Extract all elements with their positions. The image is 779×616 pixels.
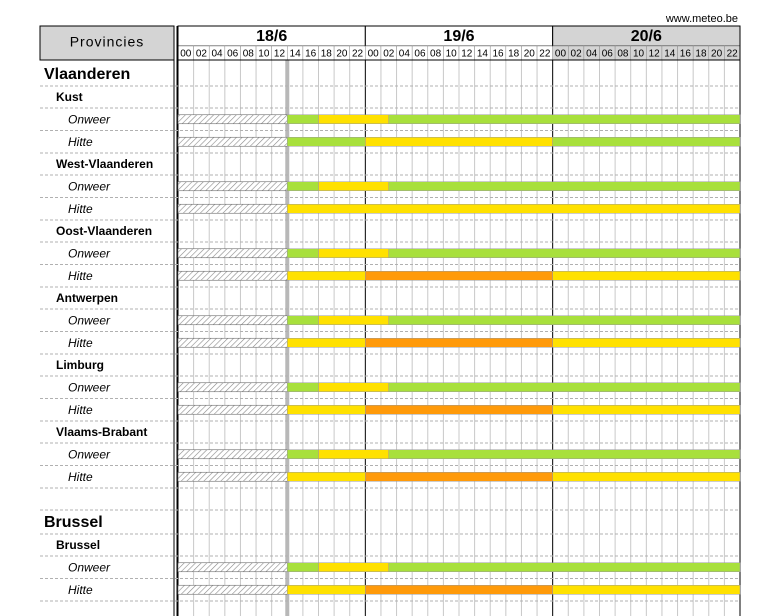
past-bar — [178, 338, 287, 347]
yellow-warning-bar — [287, 405, 365, 414]
region-label: Brussel — [44, 514, 103, 532]
hour-label: 06 — [227, 48, 239, 60]
orange-warning-bar — [365, 338, 552, 347]
past-bar — [178, 204, 287, 213]
hour-label: 02 — [570, 48, 582, 60]
hour-label: 16 — [305, 48, 317, 60]
orange-warning-bar — [365, 405, 552, 414]
hour-label: 14 — [664, 48, 676, 60]
hazard-label: Hitte — [68, 402, 93, 417]
green-warning-bar — [287, 182, 318, 191]
yellow-warning-bar — [319, 316, 389, 325]
hour-label: 18 — [695, 48, 707, 60]
province-label: Oost-Vlaanderen — [56, 224, 153, 239]
hour-label: 14 — [476, 48, 488, 60]
green-warning-bar — [389, 115, 740, 124]
past-bar — [178, 450, 287, 459]
green-warning-bar — [389, 249, 740, 258]
yellow-warning-bar — [319, 450, 389, 459]
hour-label: 22 — [351, 48, 364, 60]
past-bar — [178, 271, 287, 280]
province-label: Kust — [56, 90, 83, 105]
hour-label: 06 — [601, 48, 613, 60]
green-warning-bar — [287, 137, 365, 146]
green-warning-bar — [389, 563, 740, 572]
yellow-warning-bar — [553, 405, 740, 414]
hour-label: 16 — [679, 48, 691, 60]
past-bar — [178, 115, 287, 124]
hour-label: 00 — [554, 48, 567, 60]
hazard-label: Onweer — [68, 447, 111, 462]
green-warning-bar — [389, 316, 740, 325]
green-warning-bar — [553, 137, 740, 146]
yellow-warning-bar — [553, 338, 740, 347]
hour-label: 06 — [414, 48, 426, 60]
green-warning-bar — [287, 450, 318, 459]
yellow-warning-bar — [553, 271, 740, 280]
past-bar — [178, 182, 287, 191]
green-warning-bar — [287, 249, 318, 258]
yellow-warning-bar — [365, 137, 552, 146]
green-warning-bar — [287, 383, 318, 392]
hour-label: 04 — [211, 48, 223, 60]
hazard-label: Onweer — [68, 246, 111, 261]
hazard-label: Hitte — [68, 469, 93, 484]
site-credit: www.meteo.be — [665, 13, 738, 25]
yellow-warning-bar — [319, 383, 389, 392]
province-label: Limburg — [56, 358, 104, 373]
day-label: 20/6 — [630, 28, 662, 46]
hour-label: 04 — [398, 48, 410, 60]
hour-label: 16 — [492, 48, 504, 60]
region-label: Vlaanderen — [44, 66, 131, 84]
hazard-label: Onweer — [68, 179, 111, 194]
hour-label: 12 — [273, 48, 286, 60]
past-bar — [178, 383, 287, 392]
past-bar — [178, 585, 287, 594]
hazard-label: Onweer — [68, 313, 111, 328]
yellow-warning-bar — [319, 563, 389, 572]
yellow-warning-bar — [553, 472, 740, 481]
hour-label: 14 — [289, 48, 301, 60]
hour-label: 00 — [180, 48, 192, 60]
hazard-label: Hitte — [68, 268, 93, 283]
hour-label: 10 — [445, 48, 457, 60]
green-warning-bar — [389, 182, 740, 191]
hour-label: 18 — [508, 48, 520, 60]
yellow-warning-bar — [287, 271, 365, 280]
hour-label: 20 — [711, 48, 723, 60]
hour-label: 20 — [336, 48, 348, 60]
hour-label: 12 — [648, 48, 660, 60]
past-bar — [178, 316, 287, 325]
yellow-warning-bar — [287, 338, 365, 347]
hazard-label: Hitte — [68, 582, 93, 597]
past-bar — [178, 249, 287, 258]
hour-label: 22 — [539, 48, 551, 60]
hour-label: 20 — [523, 48, 535, 60]
hazard-label: Hitte — [68, 134, 93, 149]
province-label: Brussel — [56, 538, 101, 553]
hazard-label: Onweer — [68, 560, 111, 575]
hour-label: 12 — [461, 48, 473, 60]
green-warning-bar — [287, 316, 318, 325]
hazard-label: Onweer — [68, 112, 111, 127]
hazard-label: Hitte — [68, 201, 93, 216]
hour-label: 04 — [586, 48, 598, 60]
yellow-warning-bar — [287, 472, 365, 481]
hour-label: 00 — [367, 48, 379, 60]
yellow-warning-bar — [287, 585, 365, 594]
hazard-label: Onweer — [68, 380, 111, 395]
hour-label: 10 — [632, 48, 645, 60]
hour-label: 02 — [383, 48, 395, 60]
yellow-warning-bar — [319, 249, 389, 258]
green-warning-bar — [287, 563, 318, 572]
province-label: Antwerpen — [56, 291, 119, 306]
hour-label: 18 — [320, 48, 332, 60]
green-warning-bar — [389, 383, 740, 392]
header-label: Provincies — [69, 33, 145, 50]
hour-label: 08 — [430, 48, 442, 60]
past-bar — [178, 137, 287, 146]
hour-label: 22 — [726, 48, 738, 60]
province-label: Vlaams-Brabant — [56, 425, 148, 440]
province-label: West-Vlaanderen — [56, 157, 154, 172]
orange-warning-bar — [365, 585, 552, 594]
green-warning-bar — [287, 115, 318, 124]
yellow-warning-bar — [319, 182, 389, 191]
hazard-label: Hitte — [68, 335, 93, 350]
past-bar — [178, 472, 287, 481]
orange-warning-bar — [365, 271, 552, 280]
day-label: 19/6 — [443, 28, 475, 46]
hour-label: 08 — [242, 48, 254, 60]
past-bar — [178, 563, 287, 572]
yellow-warning-bar — [319, 115, 389, 124]
past-bar — [178, 405, 287, 414]
hour-label: 10 — [258, 48, 270, 60]
hour-label: 08 — [617, 48, 629, 60]
green-warning-bar — [389, 450, 740, 459]
yellow-warning-bar — [553, 585, 740, 594]
orange-warning-bar — [365, 472, 552, 481]
day-label: 18/6 — [256, 28, 288, 46]
yellow-warning-bar — [287, 204, 740, 213]
hour-label: 02 — [195, 48, 207, 60]
